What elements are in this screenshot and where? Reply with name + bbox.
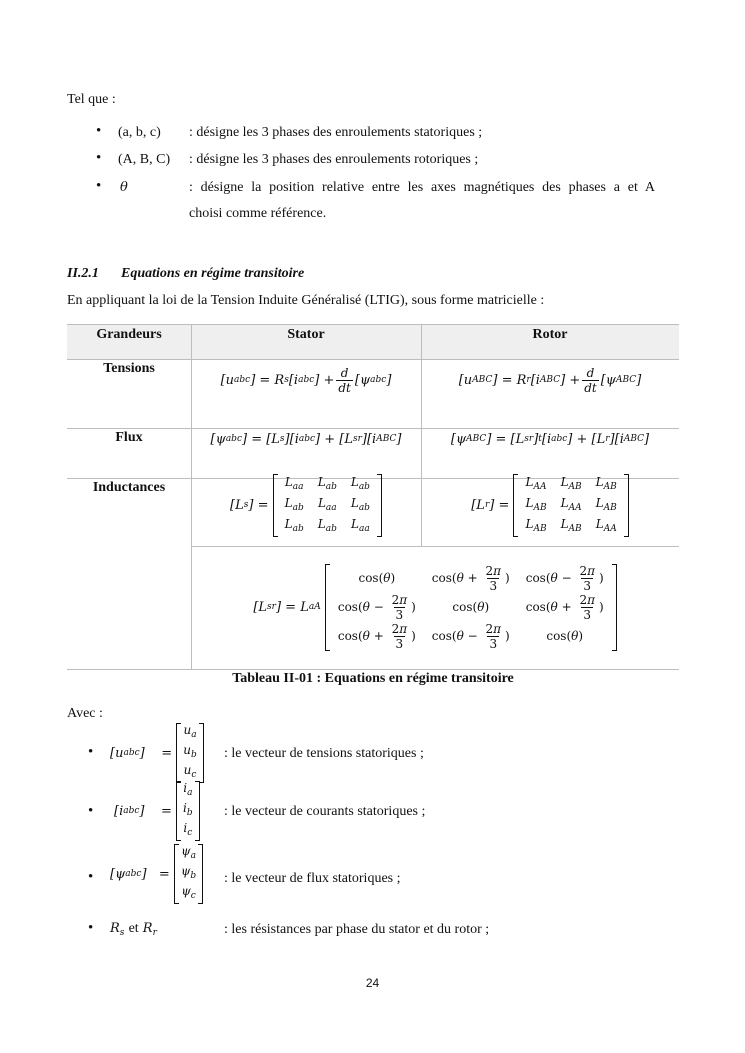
bullet-icon: • xyxy=(88,803,94,819)
table-rule xyxy=(191,546,679,547)
header-grandeurs: Grandeurs xyxy=(96,327,162,342)
def-desc: : désigne les 3 phases des enroulements rotoriques ; xyxy=(189,152,479,167)
intro-text: Tel que : xyxy=(67,92,116,107)
bullet-icon: • xyxy=(96,123,102,139)
bullet-icon: • xyxy=(96,178,102,194)
eq-mutual-inductance: [L sr ] = L aA cos(θ) cos(θ + $\frac{2\pi}{3}$ ) cos(θ − $\frac{2\pi}{3}$ ) cos(θ − $\frac{2\pi}{3}$ ) cos(θ) cos(θ + $\frac{2\pi}{3}$ ) cos(θ + $\frac{2\pi}{3}$ ) cos(θ − $\frac{2\pi}{3}$ ) cos(θ) xyxy=(191,548,679,666)
section-title: Equations en régime transitoire xyxy=(121,266,305,281)
table-caption: Tableau II-01 : Equations en régime transitoire xyxy=(232,671,514,686)
bullet-icon: • xyxy=(88,920,94,936)
def-symbol: (a, b, c) xyxy=(118,125,161,140)
eq-inductance-rotor: [L r ] = $L_{AA}$ $L_{AB}$ $L_{AB}$ $L_{AB}$ $L_{AA}$ $L_{AB}$ $L_{AB}$ $L_{AB}$ $L_{AA}$ xyxy=(421,480,679,530)
header-rotor: Rotor xyxy=(532,327,568,342)
eq-flux-stator: [ψ abc ] = [L s ][i abc ] + [L sr ][i ABC ] xyxy=(210,431,402,447)
resistance-desc: : les résistances par phase du stator et du rotor ; xyxy=(224,922,490,937)
vector-i-desc: : le vecteur de courants statoriques ; xyxy=(224,804,426,819)
bullet-icon: • xyxy=(88,744,94,760)
lead-text: En appliquant la loi de la Tension Induite Généralisé (LTIG), sous forme matricielle : xyxy=(67,293,545,308)
section-number: II.2.1 xyxy=(67,266,99,281)
vector-psi-desc: : le vecteur de flux statoriques ; xyxy=(224,871,401,886)
def-symbol: θ xyxy=(120,180,128,195)
avec-text: Avec : xyxy=(67,706,103,721)
vector-u: [u abc ] = $u_a$ $u_b$ $u_c$ xyxy=(110,729,204,777)
def-symbol: (A, B, C) xyxy=(118,152,171,167)
eq-inductance-stator: [L s ] = $L_{aa}$ $L_{ab}$ $L_{ab}$ $L_{ab}$ $L_{aa}$ $L_{ab}$ $L_{ab}$ $L_{ab}$ $L_{aa}$ xyxy=(191,480,421,530)
def-desc-continued: choisi comme référence. xyxy=(189,206,327,221)
page-number: 24 xyxy=(365,976,380,990)
eq-tension-rotor: [u ABC ] = R r [i ABC ] + $\frac{d}{dt}$ [ψ ABC ] xyxy=(458,365,642,395)
row-label-inductances: Inductances xyxy=(92,480,166,495)
eq-tension-stator: [ u abc ] = R s [i abc ] + $\frac{d}{dt}$ [ψ abc ] xyxy=(220,365,392,395)
def-desc: : désigne la position relative entre les axes magnétiques des phases a et A xyxy=(189,180,655,195)
eq-flux-rotor: [ψ ABC ] = [L sr ] t [i abc ] + [L r ][i ABC ] xyxy=(450,431,650,447)
def-desc: : désigne les 3 phases des enroulements statoriques ; xyxy=(189,125,483,140)
vector-i: [i abc ] = $i_a$ $i_b$ $i_c$ xyxy=(114,787,200,835)
vector-psi: [ψ abc ] = $\psi_a$ $\psi_b$ $\psi_c$ xyxy=(110,848,203,900)
resistance-symbols: $R_s$ et $R_r$ xyxy=(110,921,157,938)
bullet-icon: • xyxy=(96,150,102,166)
resistance-et: et xyxy=(128,921,139,936)
row-label-tensions: Tensions xyxy=(103,361,155,376)
bullet-icon: • xyxy=(88,869,94,885)
row-label-flux: Flux xyxy=(115,430,143,445)
table-rule xyxy=(67,324,679,325)
header-stator: Stator xyxy=(287,327,325,342)
vector-u-desc: : le vecteur de tensions statoriques ; xyxy=(224,746,424,761)
